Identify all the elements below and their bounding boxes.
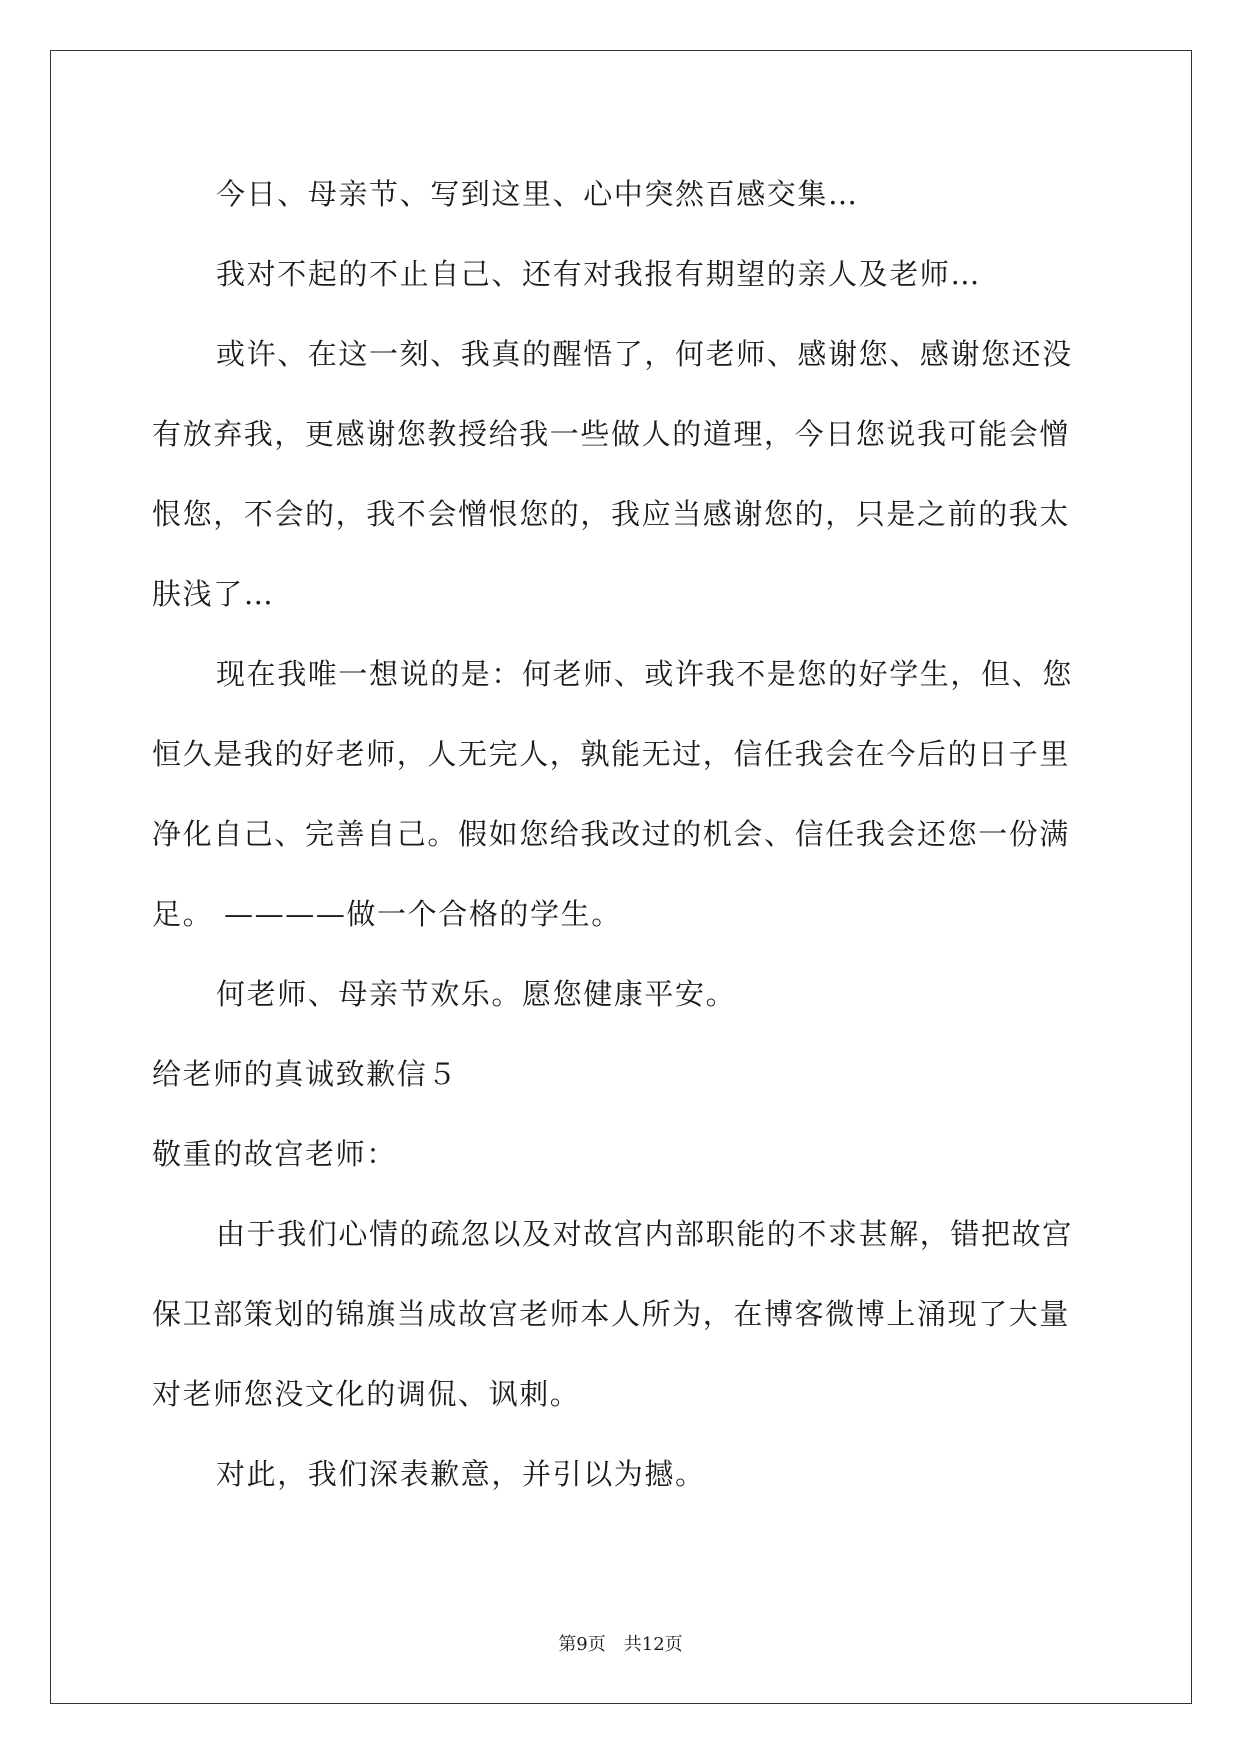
section-heading: 给老师的真诚致歉信５ bbox=[152, 1057, 459, 1091]
text-line: 或许、在这一刻、我真的醒悟了，何老师、感谢您、感谢您还没 bbox=[216, 337, 1073, 371]
page-total: 共12页 bbox=[623, 1634, 683, 1655]
text-line: 恒久是我的好老师，人无完人，孰能无过，信任我会在今后的日子里 bbox=[152, 737, 1071, 771]
text-line: 现在我唯一想说的是：何老师、或许我不是您的好学生，但、您 bbox=[216, 657, 1073, 691]
salutation: 敬重的故宫老师： bbox=[152, 1137, 397, 1171]
text-line: 足。 ————做一个合格的学生。 bbox=[152, 897, 622, 931]
text-line: 由于我们心情的疏忽以及对故宫内部职能的不求甚解，错把故宫 bbox=[216, 1217, 1073, 1251]
page-footer bbox=[0, 1630, 1241, 1656]
text-line: 肤浅了… bbox=[152, 577, 275, 611]
text-line: 我对不起的不止自己、还有对我报有期望的亲人及老师… bbox=[216, 257, 982, 291]
text-line: 恨您，不会的，我不会憎恨您的，我应当感谢您的，只是之前的我太 bbox=[152, 497, 1071, 531]
text-line: 净化自己、完善自己。假如您给我改过的机会、信任我会还您一份满 bbox=[152, 817, 1071, 851]
text-line: 对此，我们深表歉意，并引以为撼。 bbox=[216, 1457, 706, 1491]
document-body bbox=[152, 160, 1094, 1520]
text-line: 保卫部策划的锦旗当成故宫老师本人所为，在博客微博上涌现了大量 bbox=[152, 1297, 1071, 1331]
text-line: 今日、母亲节、写到这里、心中突然百感交集… bbox=[216, 177, 859, 211]
text-line: 何老师、母亲节欢乐。愿您健康平安。 bbox=[216, 977, 737, 1011]
text-line: 有放弃我，更感谢您教授给我一些做人的道理，今日您说我可能会憎 bbox=[152, 417, 1071, 451]
page-number: 第9页 bbox=[558, 1634, 606, 1655]
text-line: 对老师您没文化的调侃、讽刺。 bbox=[152, 1377, 581, 1411]
